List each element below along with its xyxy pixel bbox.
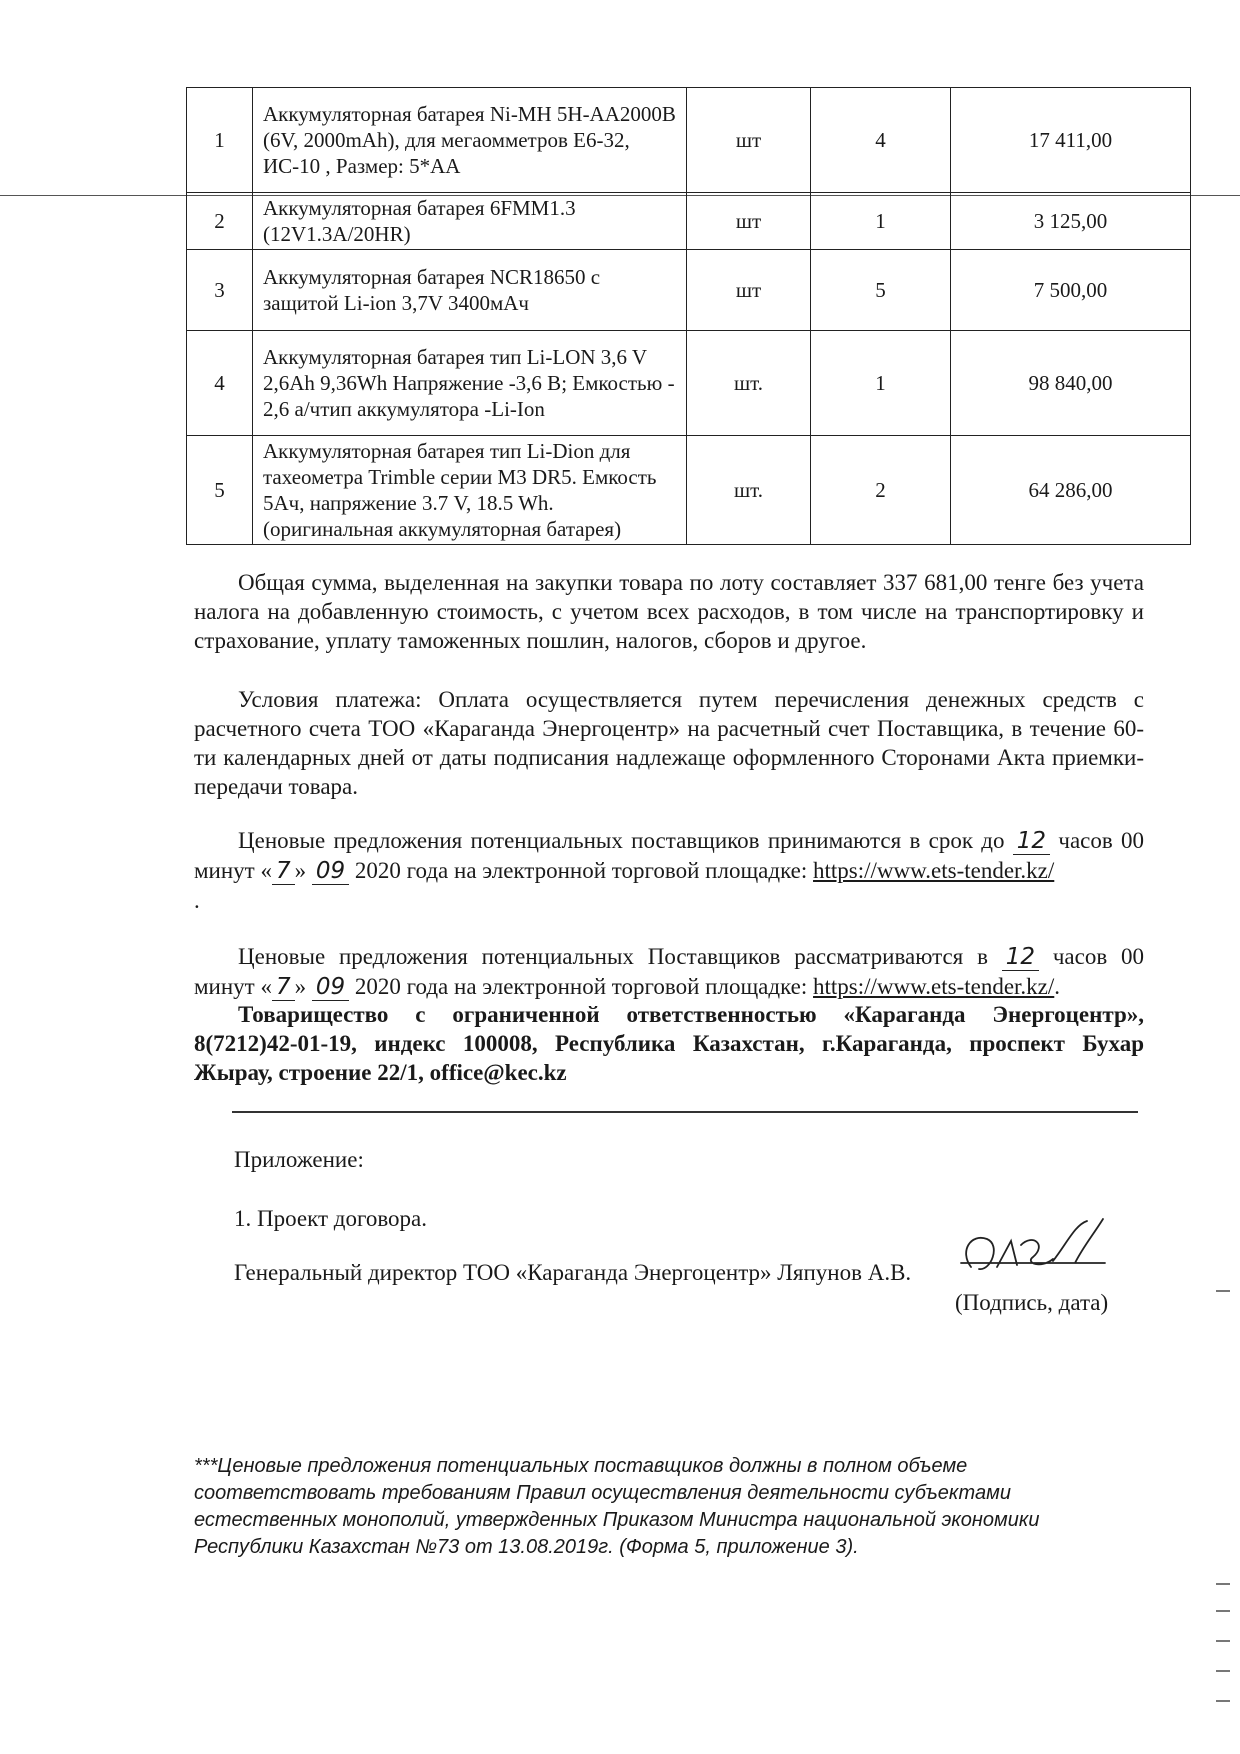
item-quantity: 4 [811, 88, 951, 193]
table-row [187, 88, 1191, 193]
item-unit: шт. [687, 436, 811, 545]
offers-accept-tail: . [194, 888, 200, 913]
company-info-text: Товарищество с ограниченной ответственностью «Караганда Энергоцентр», 8(7212)42-01-19, индекс 100008, Республика Казахстан, г.Караганда, проспект Бухар Жырау, строение 22/1, office@kec.kz [194, 1002, 1144, 1085]
item-unit: шт [687, 250, 811, 331]
goods-table [186, 87, 1191, 545]
item-quantity: 1 [811, 331, 951, 436]
handwritten-hour: 12 [1013, 828, 1050, 855]
item-unit: шт [687, 193, 811, 250]
item-name: Аккумуляторная батарея тип Li-Dion для тахеометра Trimble серии M3 DR5. Емкость 5Ач, напряжение 3.7 V, 18.5 Wh. (оригинальная аккумуляторная батарея) [253, 436, 687, 545]
item-price: 64 286,00 [951, 436, 1191, 545]
scan-edge-mark [1216, 1670, 1230, 1672]
footnote: ***Ценовые предложения потенциальных поставщиков должны в полном объеме соответствовать требованиям Правил осуществления деятельности субъектами естественных монополий, утвержденных Приказом Министра национальной экономики Республики Казахстан №73 от 13.08.2019г. (Форма 5, приложение 3). [194, 1455, 1040, 1558]
row-number: 4 [187, 331, 253, 436]
handwritten-month: 09 [312, 974, 349, 1001]
total-amount-text: Общая сумма, выделенная на закупки товара по лоту составляет 337 681,00 тенге без учета налога на добавленную стоимость, с учетом всех расходов, в том числе на транспортировку и страхование, уплату таможенных пошлин, налогов, сборов и другое. [194, 570, 1144, 653]
offers-review-text-1: Ценовые предложения потенциальных Поставщиков рассматриваются в [238, 944, 988, 969]
appendix-label: Приложение: [234, 1147, 364, 1172]
company-info-paragraph [194, 1000, 1144, 1087]
table-row [187, 436, 1191, 545]
item-unit: шт [687, 88, 811, 193]
item-name: Аккумуляторная батарея тип Li-LON 3,6 V 2,6Ah 9,36Wh Напряжение -3,6 В; Емкостью - 2,6 а/чтип аккумулятора -Li-Ion [253, 331, 687, 436]
item-name: Аккумуляторная батарея NCR18650 с защитой Li-ion 3,7V 3400мАч [253, 250, 687, 331]
handwritten-day: 7 [272, 858, 295, 885]
ets-tender-link[interactable]: https://www.ets-tender.kz/ [813, 858, 1055, 883]
offers-accept-text-2: часов 00 минут « [194, 828, 1145, 883]
scan-edge-mark [1216, 1610, 1230, 1612]
table-row [187, 193, 1191, 250]
handwritten-day: 7 [272, 974, 295, 1001]
row-number: 3 [187, 250, 253, 331]
handwritten-hour: 12 [1002, 944, 1039, 971]
table-row [187, 331, 1191, 436]
offers-accept-text-4: 2020 года на электронной торговой площадке: [354, 858, 808, 883]
ets-tender-link[interactable]: https://www.ets-tender.kz/ [813, 974, 1055, 999]
payment-terms-text: Условия платежа: Оплата осуществляется путем перечисления денежных средств с расчетного счета ТОО «Караганда Энергоцентр» на расчетный счет Поставщика, в течение 60-ти календарных дней от даты подписания надлежаще оформленного Сторонами Акта приемки-передачи товара. [194, 687, 1144, 799]
scan-edge-mark [1216, 1640, 1230, 1642]
item-price: 3 125,00 [951, 193, 1191, 250]
item-unit: шт. [687, 331, 811, 436]
handwritten-month: 09 [312, 858, 349, 885]
signature-caption: (Подпись, дата) [955, 1290, 1109, 1315]
item-price: 17 411,00 [951, 88, 1191, 193]
handwritten-signature [957, 1215, 1107, 1287]
signatory-line: Генеральный директор ТОО «Караганда Энергоцентр» Ляпунов А.В. [234, 1260, 912, 1285]
row-number: 5 [187, 436, 253, 545]
row-number: 1 [187, 88, 253, 193]
item-price: 7 500,00 [951, 250, 1191, 331]
item-quantity: 1 [811, 193, 951, 250]
divider-line [232, 1111, 1138, 1113]
offers-review-text-4: 2020 года на электронной торговой площадке: [354, 974, 808, 999]
scan-edge-mark [1216, 1290, 1230, 1292]
appendix-item: 1. Проект договора. [234, 1206, 427, 1231]
offers-review-text-2: часов 00 минут « [194, 944, 1144, 999]
row-number: 2 [187, 193, 253, 250]
item-quantity: 2 [811, 436, 951, 545]
offers-accept-text-3: » [294, 858, 307, 883]
offers-review-tail: . [1054, 974, 1061, 999]
offers-review-text-3: » [294, 974, 307, 999]
payment-terms-paragraph [194, 685, 1144, 801]
offers-acceptance-paragraph [194, 826, 1144, 915]
offers-accept-text-1: Ценовые предложения потенциальных поставщиков принимаются в срок до [238, 828, 1005, 853]
item-quantity: 5 [811, 250, 951, 331]
item-name: Аккумуляторная батарея 6FMM1.3 (12V1.3A/20HR) [253, 193, 687, 250]
item-price: 98 840,00 [951, 331, 1191, 436]
item-name: Аккумуляторная батарея Ni-MH 5H-AA2000B (6V, 2000mAh), для мегаомметров Е6-32, ИС-10 , Размер: 5*АА [253, 88, 687, 193]
table-row [187, 250, 1191, 331]
total-amount-paragraph [194, 568, 1144, 655]
scan-edge-mark [1216, 1583, 1230, 1585]
offers-review-paragraph [194, 942, 1144, 1002]
scan-edge-mark [1216, 1700, 1230, 1702]
